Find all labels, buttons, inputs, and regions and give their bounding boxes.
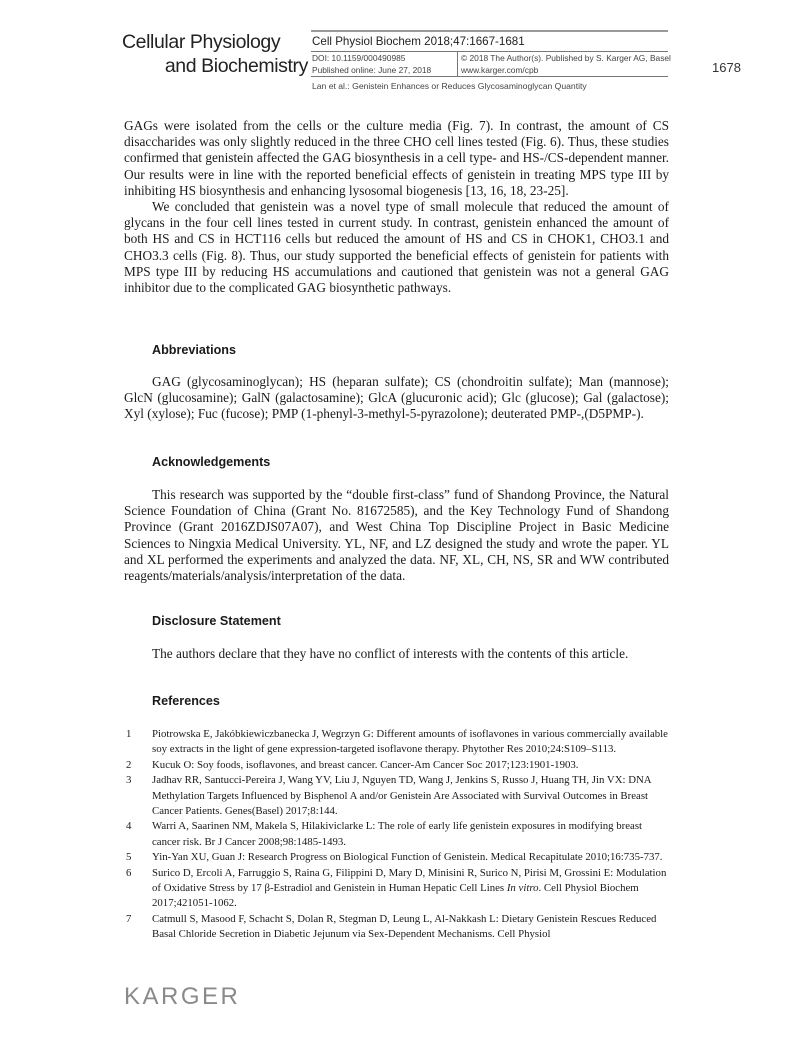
reference-number: 3 bbox=[126, 774, 132, 787]
header-right-column bbox=[461, 53, 671, 76]
reference-item bbox=[124, 819, 669, 850]
reference-number: 4 bbox=[126, 820, 132, 833]
header-left-column bbox=[312, 53, 455, 76]
disclosure-text: The authors declare that they have no conflict of interests with the contents of this article. bbox=[152, 646, 629, 661]
paragraph-continued: GAGs were isolated from the cells or the culture media (Fig. 7). In contrast, the amount of CS disaccharides was only slightly reduced in the three CHO cell lines tested (Fig. 6). Thus, these studies confirmed that genistein affected the GAG biosynthesis in a cell type- and HS-/CS-dependent manner. Our results were in line with the reported beneficial effects of genistein in treating MPS type III by inhibiting HS biosynthesis and enhancing lysosomal biogenesis [13, 16, 18, 23-25]. bbox=[124, 118, 669, 198]
journal-name-line1: Cellular Physiology bbox=[122, 31, 281, 53]
running-title: Lan et al.: Genistein Enhances or Reduces Glycosaminoglycan Quantity bbox=[312, 81, 587, 91]
reference-number: 1 bbox=[126, 728, 132, 740]
journal-website-link[interactable]: www.karger.com/cpb bbox=[461, 64, 539, 75]
reference-number: 7 bbox=[126, 912, 132, 925]
reference-item bbox=[124, 912, 669, 943]
abbreviations-section bbox=[124, 374, 669, 423]
reference-item bbox=[124, 727, 669, 758]
discussion-text bbox=[124, 118, 669, 296]
reference-text: Warri A, Saarinen NM, Makela S, Hilakiviclarke L: The role of early life genistein exposures in modifying breast cancer risk. Br J Cancer 2008;98:1485-1493. bbox=[152, 820, 643, 848]
reference-text bbox=[152, 866, 669, 912]
reference-text: Yin-Yan XU, Guan J: Research Progress on Biological Function of Genistein. Medical Recapitulate 2010;16:735-737. bbox=[152, 851, 663, 864]
reference-number: 2 bbox=[126, 758, 132, 771]
header-rule-middle bbox=[311, 51, 668, 52]
journal-citation: Cell Physiol Biochem 2018;47:1667-1681 bbox=[312, 35, 525, 48]
reference-text-italic: In vitro bbox=[506, 882, 539, 895]
acknowledgements-heading: Acknowledgements bbox=[152, 455, 271, 469]
karger-logo: KARGER bbox=[124, 983, 241, 1010]
reference-item bbox=[124, 850, 669, 865]
reference-item bbox=[124, 773, 669, 819]
reference-number: 5 bbox=[126, 851, 132, 864]
page-number: 1678 bbox=[712, 60, 741, 75]
acknowledgements-section bbox=[124, 487, 669, 584]
references-list bbox=[124, 727, 669, 943]
reference-item bbox=[124, 866, 669, 912]
reference-number: 6 bbox=[126, 866, 132, 879]
copyright-notice: © 2018 The Author(s). Published by S. Karger AG, Basel bbox=[461, 53, 671, 63]
reference-text-part: Surico D, Ercoli A, Farruggio S, Raina G, Filippini D, Mary D, Minisini R, Surico N, Pirisi M, Grossini E: Modulation of Oxidative Stress by 17 β-Estradiol and Genistein in Human Hepatic Cell Lines bbox=[152, 866, 667, 895]
abbreviations-text: GAG (glycosaminoglycan); HS (heparan sulfate); CS (chondroitin sulfate); Man (mannose); GlcN (glucosamine); GalN (galactosamine); GlcA (glucuronic acid); Glc (glucose); Gal (galactose); Xyl (xylose); Fuc (fucose); PMP (1-phenyl-3-methyl-5-pyrazolone); deuterated PMP-,(D5PMP-). bbox=[124, 374, 669, 422]
reference-text: Piotrowska E, Jakóbkiewiczbanecka J, Wegrzyn G: Different amounts of isoflavones in various commercially available soy extracts in the light of gene expression-targeted isoflavone therapy. Phytother Res 2010;24:S109–S113. bbox=[152, 728, 668, 756]
doi: DOI: 10.1159/000490985 bbox=[312, 53, 406, 63]
references-heading: References bbox=[152, 694, 220, 708]
abbreviations-heading: Abbreviations bbox=[152, 343, 236, 357]
acknowledgements-text: This research was supported by the “double first-class” fund of Shandong Province, the Natural Science Foundation of China (Grant No. 81672585), and the Key Technology Fund of Shandong Province (Grant 2016ZDJS07A07), and West China Top Discipline Project in Basic Medicine Sciences to Ningxia Medical University. YL, NF, and LZ designed the study and wrote the paper. YL and XL performed the experiments and analyzed the data. NF, XL, CH, NS, SR and WW contributed reagents/materials/analysis/interpretation of the data. bbox=[124, 487, 669, 584]
published-online-date: Published online: June 27, 2018 bbox=[312, 64, 432, 75]
header-rule-bottom bbox=[311, 76, 668, 77]
reference-text: Catmull S, Masood F, Schacht S, Dolan R, Stegman D, Leung L, Al-Nakkash L: Dietary Genistein Rescues Reduced Basal Chloride Secretion in Diabetic Jejunum via Sex-Dependent Mechanisms. Cell Physiol bbox=[152, 912, 657, 941]
header-column-divider bbox=[457, 52, 458, 76]
reference-item bbox=[124, 758, 669, 773]
paragraph-conclusion: We concluded that genistein was a novel type of small molecule that reduced the amount of glycans in the four cell lines tested in current study. In contrast, genistein enhanced the amount of both HS and CS in HCT116 cells but reduced the amount of HS and CS in CHOK1, CHO3.1 and CHO3.3 cells (Fig. 8). Thus, our study supported the beneficial effects of genistein for patients with MPS type III by reducing HS accumulations and cautioned that genistein was not a general GAG inhibitor due to the complicated GAG biosynthetic pathways. bbox=[124, 199, 669, 296]
reference-text-part: . Cell Physiol Biochem 2017;421051-1062. bbox=[152, 882, 639, 910]
reference-text: Jadhav RR, Santucci-Pereira J, Wang YV, Liu J, Nguyen TD, Wang J, Jenkins S, Russo J, Huang TH, Jin VX: DNA Methylation Targets Influenced by Bisphenol A and/or Genistein Are Associated with Survival Outcomes in Breast Cancer Patients. Genes(Basel) 2017;8:144. bbox=[152, 774, 652, 818]
reference-text: Kucuk O: Soy foods, isoflavones, and breast cancer. Cancer-Am Cancer Soc 2017;123:1901-1903. bbox=[152, 758, 579, 771]
disclosure-heading: Disclosure Statement bbox=[152, 614, 281, 628]
header-rule-top bbox=[311, 30, 668, 32]
journal-logo bbox=[122, 30, 308, 78]
journal-name-line2: and Biochemistry bbox=[164, 55, 308, 77]
